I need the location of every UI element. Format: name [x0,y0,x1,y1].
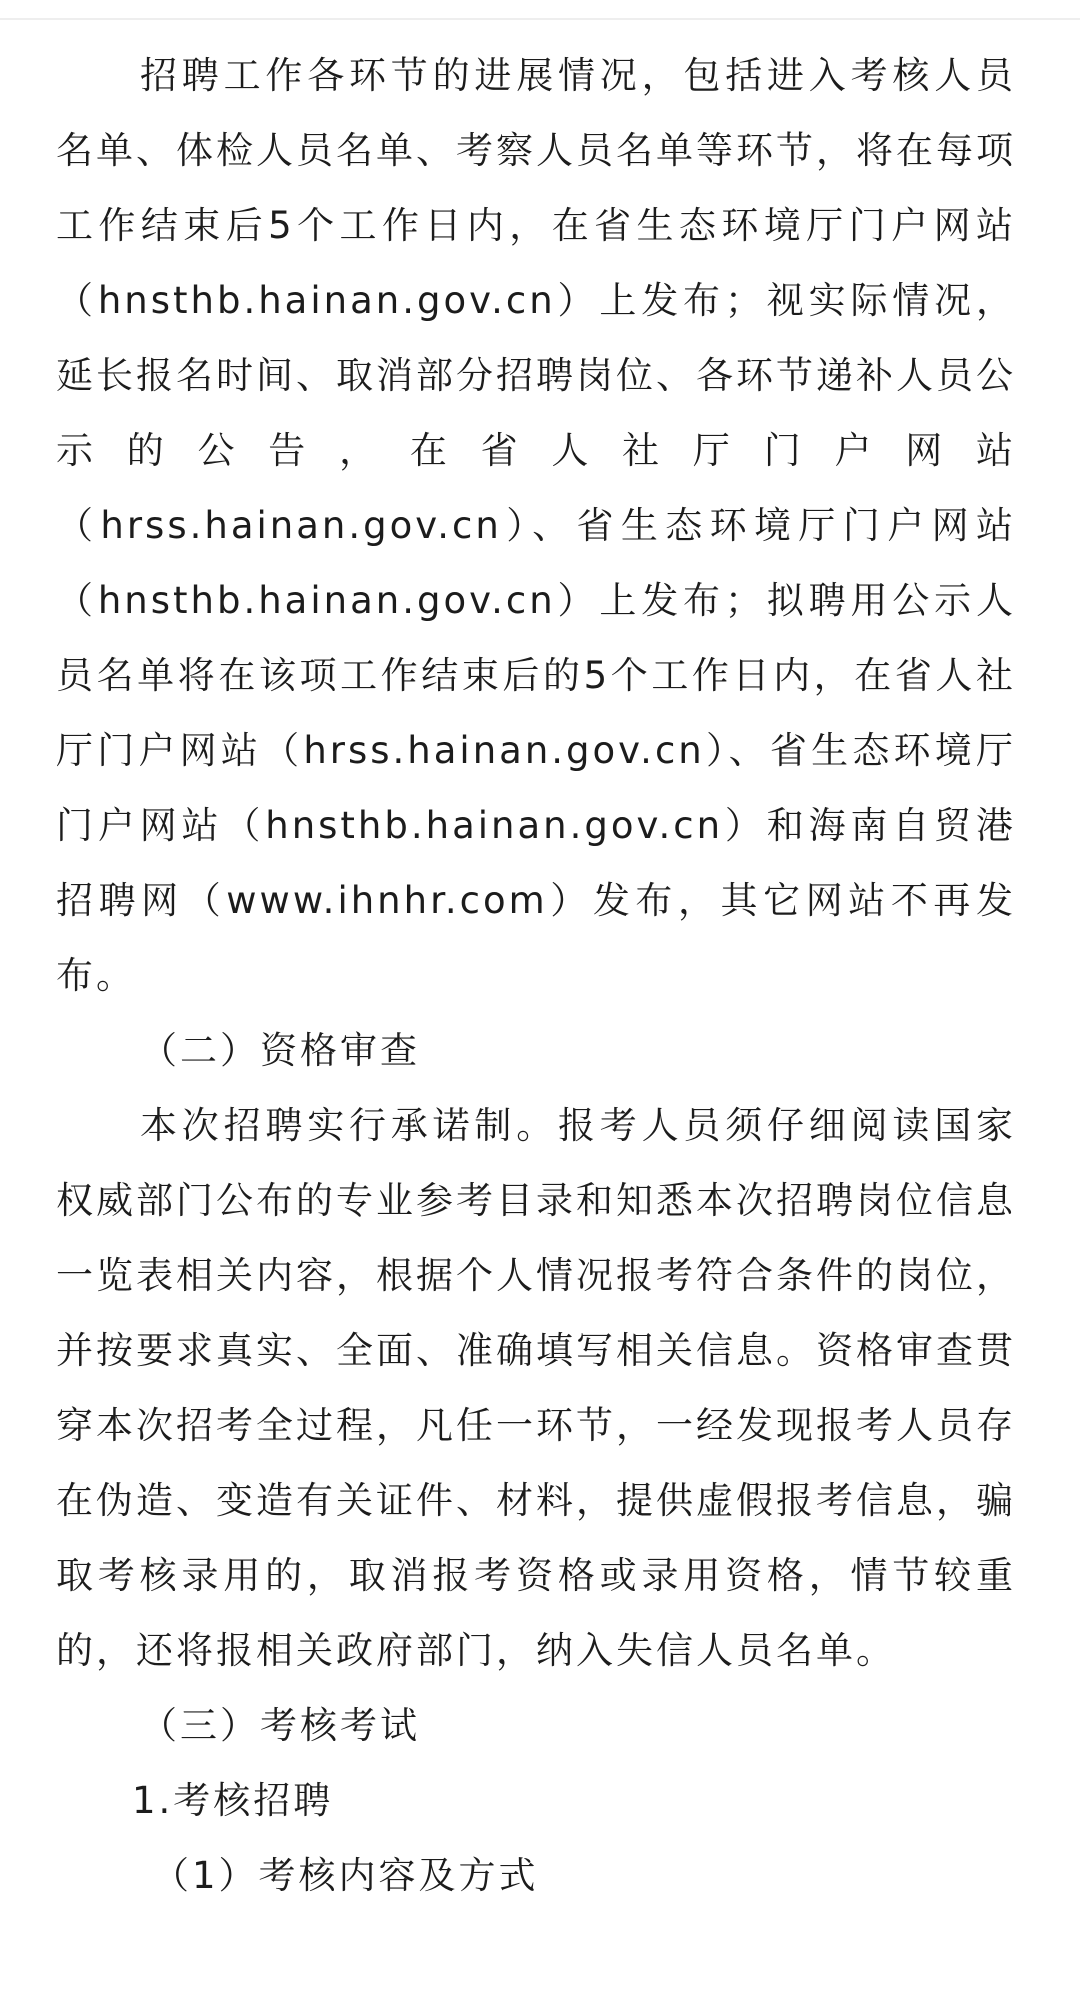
heading-qualification-review: （二）资格审查 [140,1029,420,1072]
paragraph-announcement-channels: 招聘工作各环节的进展情况，包括进入考核人员名单、体检人员名单、考察人员名单等环节，将在每项工作结束后5个工作日内，在省生态环境厅门户网站（hnsthb.hainan.gov.cn）上发布；视实际情况，延长报名时间、取消部分招聘岗位、各环节递补人员公示的公告，在省人社厅门户网站（hrss.hainan.gov.cn）、省生态环境厅门户网站（hnsthb.hainan.gov.cn）上发布；拟聘用公示人员名单将在该项工作结束后的5个工作日内，在省人社厅门户网站（hrss.hainan.gov.cn）、省生态环境厅门户网站（hnsthb.hainan.gov.cn）和海南自贸港招聘网（www.ihnhr.com）发布，其它网站不再发布。 [56,54,1016,997]
heading-assessment-content: （1）考核内容及方式 [152,1854,539,1897]
document-body [56,38,1016,1913]
heading-assessment-recruitment: 1.考核招聘 [132,1779,334,1822]
paragraph-qualification-review: 本次招聘实行承诺制。报考人员须仔细阅读国家权威部门公布的专业参考目录和知悉本次招聘岗位信息一览表相关内容，根据个人情况报考符合条件的岗位，并按要求真实、全面、准确填写相关信息。资格审查贯穿本次招考全过程，凡任一环节，一经发现报考人员存在伪造、变造有关证件、材料，提供虚假报考信息，骗取考核录用的，取消报考资格或录用资格，情节较重的，还将报相关政府部门，纳入失信人员名单。 [56,1104,1016,1672]
heading-assessment-exam: （三）考核考试 [140,1704,420,1747]
top-divider [0,18,1080,20]
